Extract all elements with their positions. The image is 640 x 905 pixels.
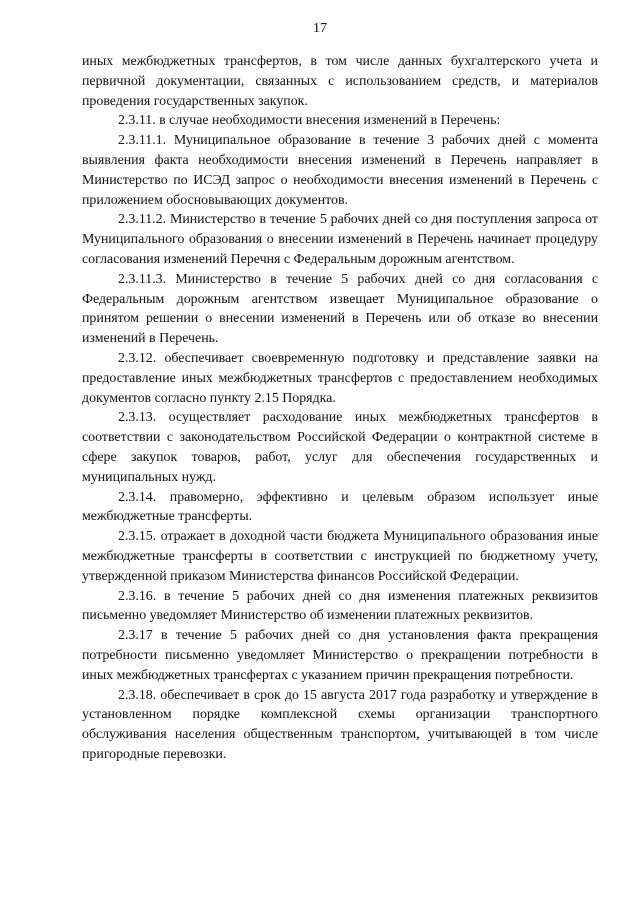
paragraph-2-3-12: 2.3.12. обеспечивает своевременную подготовку и представление заявки на предоставление иных межбюджетных трансфертов с предоставлением необходимых документов согласно пункту 2.15 Порядка. bbox=[82, 350, 598, 406]
paragraph-2-3-14: 2.3.14. правомерно, эффективно и целевым образом использует иные межбюджетные трансферты. bbox=[82, 489, 598, 525]
paragraph-2-3-11: 2.3.11. в случае необходимости внесения изменений в Перечень: bbox=[118, 113, 501, 129]
paragraph-2-3-16: 2.3.16. в течение 5 рабочих дней со дня изменения платежных реквизитов письменно уведомляет Министерство об изменении платежных реквизитов. bbox=[82, 588, 598, 624]
paragraph-2-3-11-3: 2.3.11.3. Министерство в течение 5 рабочих дней со дня согласования с Федеральным дорожным агентством извещает Муниципальное образование о принятом решении о внесении изменений в Перечень или об отказе во внесении изменений в Перечень. bbox=[82, 271, 598, 347]
paragraph-continuation: иных межбюджетных трансфертов, в том числе данных бухгалтерского учета и первичной документации, связанных с использованием средств, и материалов проведения государственных закупок. bbox=[82, 54, 598, 109]
paragraph-2-3-11-2: 2.3.11.2. Министерство в течение 5 рабочих дней со дня поступления запроса от Муниципального образования о внесении изменений в Перечень начинает процедуру согласования изменений Перечня с Федеральным дорожным агентством. bbox=[82, 212, 598, 267]
paragraph-2-3-13: 2.3.13. осуществляет расходование иных межбюджетных трансфертов в соответствии с законодательством Российской Федерации о контрактной системе в сфере закупок товаров, работ, услуг для обеспечения государственных и муниципальных нужд. bbox=[82, 410, 598, 485]
paragraph-2-3-11-1: 2.3.11.1. Муниципальное образование в течение 3 рабочих дней с момента выявления факта необходимости внесения изменений в Перечень направляет в Министерство по ИСЭД запрос о необходимости внесения изменений в Перечень с приложением обосновывающих документов. bbox=[82, 133, 598, 208]
page-number: 17 bbox=[313, 21, 327, 36]
paragraph-2-3-18: 2.3.18. обеспечивает в срок до 15 августа 2017 года разработку и утверждение в установленном порядке комплексной схемы организации транспортного обслуживания населения общественным транспортом, учитывающей в том числе пригородные перевозки. bbox=[82, 687, 598, 762]
paragraph-2-3-15: 2.3.15. отражает в доходной части бюджета Муниципального образования иные межбюджетные трансферты в соответствии с инструкцией по бюджетному учету, утвержденной приказом Министерства финансов Российской Федерации. bbox=[82, 529, 598, 584]
paragraph-2-3-17: 2.3.17 в течение 5 рабочих дней со дня установления факта прекращения потребности письменно уведомляет Министерство о прекращении потребности в иных межбюджетных трансфертах с указанием причин прекращения потребности. bbox=[82, 628, 598, 683]
document-body bbox=[82, 52, 598, 765]
